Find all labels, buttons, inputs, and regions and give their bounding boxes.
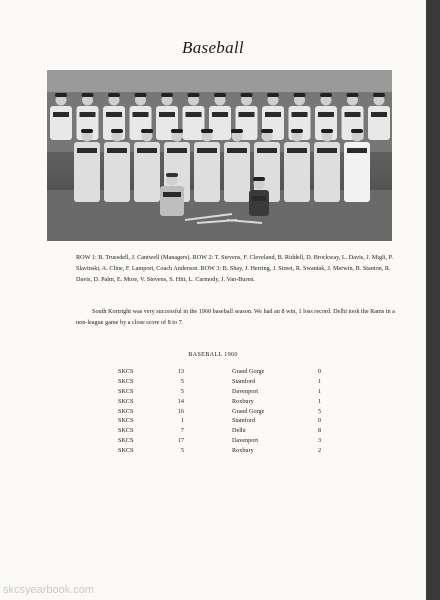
team-photo — [47, 70, 392, 241]
team-cell: SKCS — [118, 437, 134, 445]
opponent-score-cell: 3 — [318, 437, 322, 445]
team-cell: SKCS — [118, 407, 134, 415]
opponent-cell: Grand Gorge — [232, 368, 265, 375]
schedule-row — [118, 378, 338, 388]
team-cell: SKCS — [118, 417, 134, 425]
opponent-cell: Davenport — [232, 387, 259, 395]
schedule-title: BASEBALL 1960 — [188, 351, 238, 358]
schedule-row — [118, 427, 338, 437]
score-cell: 5 — [180, 447, 184, 455]
opponent-score-cell: 1 — [318, 377, 322, 385]
opponent-score-cell: 0 — [318, 368, 322, 375]
schedule-row — [118, 447, 338, 457]
score-cell: 5 — [180, 377, 184, 385]
team-cell: SKCS — [118, 387, 134, 395]
photo-caption: ROW 1: B. Truesdell, J. Cantwell (Managers). ROW 2: T. Stevens, F. Cleveland, B. Riddell, D. Brockway, L. Davis, J. Migli, P. Slavinski, A. Cline, F. Lamport, Coach Anderson. ROW 3: B. Shay, J. Herring, J. Street, R. Swantak, J. Merwin, B. Stanton, R. Davis, D. Palm, E. More, V. Stevens, S. Hitt, L. Carmody, J. Van-Buren. — [76, 254, 393, 283]
schedule-table — [118, 368, 338, 457]
schedule-row — [118, 417, 338, 427]
team-cell: SKCS — [118, 427, 134, 435]
schedule-row — [118, 368, 338, 378]
schedule-row — [118, 408, 338, 418]
schedule-row — [118, 388, 338, 398]
schedule-row — [118, 398, 338, 408]
opponent-score-cell: 5 — [318, 407, 322, 415]
opponent-score-cell: 8 — [318, 427, 322, 435]
opponent-cell: Delhi — [232, 427, 246, 435]
opponent-score-cell: 1 — [318, 387, 322, 395]
opponent-cell: Grand Gorge — [232, 407, 265, 415]
opponent-cell: Roxbury — [232, 397, 254, 405]
opponent-cell: Roxbury — [232, 447, 254, 455]
score-cell: 13 — [177, 368, 184, 375]
team-cell: SKCS — [118, 377, 134, 385]
score-cell: 5 — [180, 387, 184, 395]
score-cell: 14 — [177, 397, 184, 405]
team-cell: SKCS — [118, 397, 134, 405]
season-summary: South Kortright was very successful in the 1960 baseball season. We had an 8 win, 1 loss record. Delhi took the Rams in a non-league game by a close score of 8 to 7. — [76, 308, 395, 326]
opponent-score-cell: 0 — [318, 417, 322, 425]
team-photo-illustration — [47, 70, 392, 241]
score-cell: 17 — [177, 437, 184, 445]
opponent-score-cell: 1 — [318, 397, 322, 405]
opponent-cell: Stamford — [232, 417, 256, 425]
opponent-cell: Stamford — [232, 377, 256, 385]
schedule-row — [118, 437, 338, 447]
team-cell: SKCS — [118, 447, 134, 455]
opponent-score-cell: 2 — [318, 447, 322, 455]
score-cell: 16 — [177, 407, 184, 415]
opponent-cell: Davenport — [232, 437, 259, 445]
site-watermark: skcsyearbook.com — [3, 584, 95, 596]
score-cell: 7 — [180, 427, 184, 435]
score-cell: 1 — [180, 417, 184, 425]
page-title: Baseball — [182, 38, 244, 57]
team-cell: SKCS — [118, 368, 134, 375]
